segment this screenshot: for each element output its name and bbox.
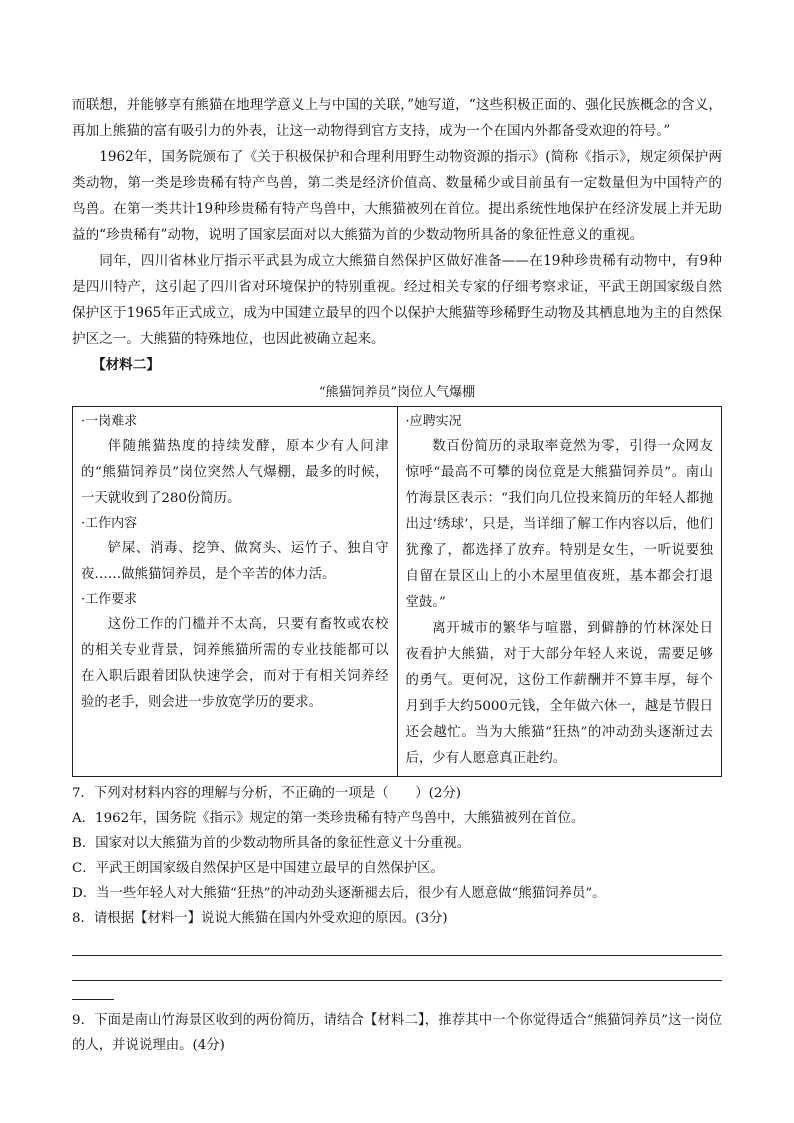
bullet-heading: ·应聘实况 [405, 414, 462, 429]
cell-text: 这份工作的门槛并不太高，只要有畜牧或农校的相关专业背景，饲养熊猫所需的专业技能都可以在入职后跟着团队快速学会，而对于有相关饲养经验的老手，则会进一步放宽学历的要求。 [81, 617, 389, 710]
document-page [72, 92, 722, 1058]
answer-line[interactable] [72, 931, 722, 956]
bullet-heading: ·一岗难求 [81, 414, 138, 429]
paragraph-sichuan: 同年，四川省林业厅指示平武县为成立大熊猫自然保护区做好准备——在19种珍贵稀有动物中，有9种是四川特产，这引起了四川省对环境保护的特别重视。经过相关专家的仔细考察求证，平武王朗国家级自然保护区于1965年正式成立，成为中国建立最早的四个以保护大熊猫等珍稀野生动物及其栖息地为主的自然保护区之一。大熊猫的特殊地位，也因此被确立起来。 [72, 253, 722, 347]
material-two-table [72, 406, 722, 777]
table-left-cell [73, 407, 398, 777]
answer-line[interactable] [72, 956, 722, 981]
cell-text: 铲屎、消毒、挖笋、做窝头、运竹子、独自守夜……做熊猫饲养员，是个辛苦的体力活。 [81, 541, 389, 582]
option-a: A．1962年，国务院《指示》规定的第一类珍贵稀有特产鸟兽中，大熊猫被列在首位。 [72, 811, 585, 826]
option-d: D．当一些年轻人对大熊猫“狂热”的冲动劲头逐渐褪去后，很少有人愿意做“熊猫饲养员”。 [72, 886, 606, 901]
bullet-heading: ·工作内容 [81, 516, 138, 531]
option-c: C．平武王朗国家级自然保护区是中国建立最早的自然保护区。 [72, 861, 444, 876]
cell-text: 数百份简历的录取率竟然为零，引得一众网友惊呼“最高不可攀的岗位竟是大熊猫饲养员”。南山竹海景区表示：“我们向几位投来简历的年轻人都抛出过‘绣球’，只是，当详细了解工作内容以后，他们犹豫了，都选择了放弃。特别是女生，一听说要独自留在景区山上的小木屋里值夜班，基本都会打退堂鼓。” [405, 439, 713, 610]
cell-text: 离开城市的繁华与喧嚣，到僻静的竹林深处日夜看护大熊猫，对于大部分年轻人来说，需要足够的勇气。更何况，这份工作薪酬并不算丰厚，每个月到手大约5000元钱，全年做六休一，越是节假日还会越忙。当为大熊猫“狂热”的冲动劲头逐渐过去后，少有人愿意真正赴约。 [405, 621, 713, 766]
table-title: “熊猫饲养员”岗位人气爆棚 [318, 385, 476, 400]
bullet-heading: ·工作要求 [81, 592, 138, 607]
question-9: 9．下面是南山竹海景区收到的两份简历，请结合【材料二】，推荐其中一个你觉得适合“熊猫饲养员”这一岗位的人，并说说理由。(4分) [72, 1013, 722, 1053]
paragraph-1962: 1962年，国务院颁布了《关于积极保护和合理利用野生动物资源的指示》(简称《指示》，规定须保护两类动物，第一类是珍贵稀有特产鸟兽，第二类是经济价值高、数量稀少或目前虽有一定数量但为中国特产的鸟兽。在第一类共计19种珍贵稀有特产鸟兽中，大熊猫被列在首位。提出系统性地保护在经济发展上并无助益的“珍贵稀有”动物，说明了国家层面对以大熊猫为首的少数动物所具备的象征性意义的重视。 [72, 149, 722, 243]
table-right-cell [397, 407, 722, 777]
material-one [72, 92, 722, 352]
material-two-label: 【材料二】 [92, 357, 160, 373]
question-8: 8．请根据【材料一】说说大熊猫在国内外受欢迎的原因。(3分) [72, 911, 448, 926]
questions [72, 781, 722, 1058]
cell-text: 伴随熊猫热度的持续发酵，原本少有人问津的“熊猫饲养员”岗位突然人气爆棚，最多的时候，一天就收到了280份简历。 [81, 439, 389, 506]
option-b: B．国家对以大熊猫为首的少数动物所具备的象征性意义十分重视。 [72, 836, 471, 851]
question-7: 7．下列对材料内容的理解与分析，不正确的一项是（ ）(2分) [72, 786, 462, 801]
answer-line-short[interactable] [72, 981, 114, 1000]
paragraph-quote-end: 而联想，并能够享有熊猫在地理学意义上与中国的关联，”她写道，“这些积极正面的、强化民族概念的含义，再加上熊猫的富有吸引力的外表，让这一动物得到官方支持，成为一个在国内外都备受欢迎的符号。” [72, 97, 722, 139]
